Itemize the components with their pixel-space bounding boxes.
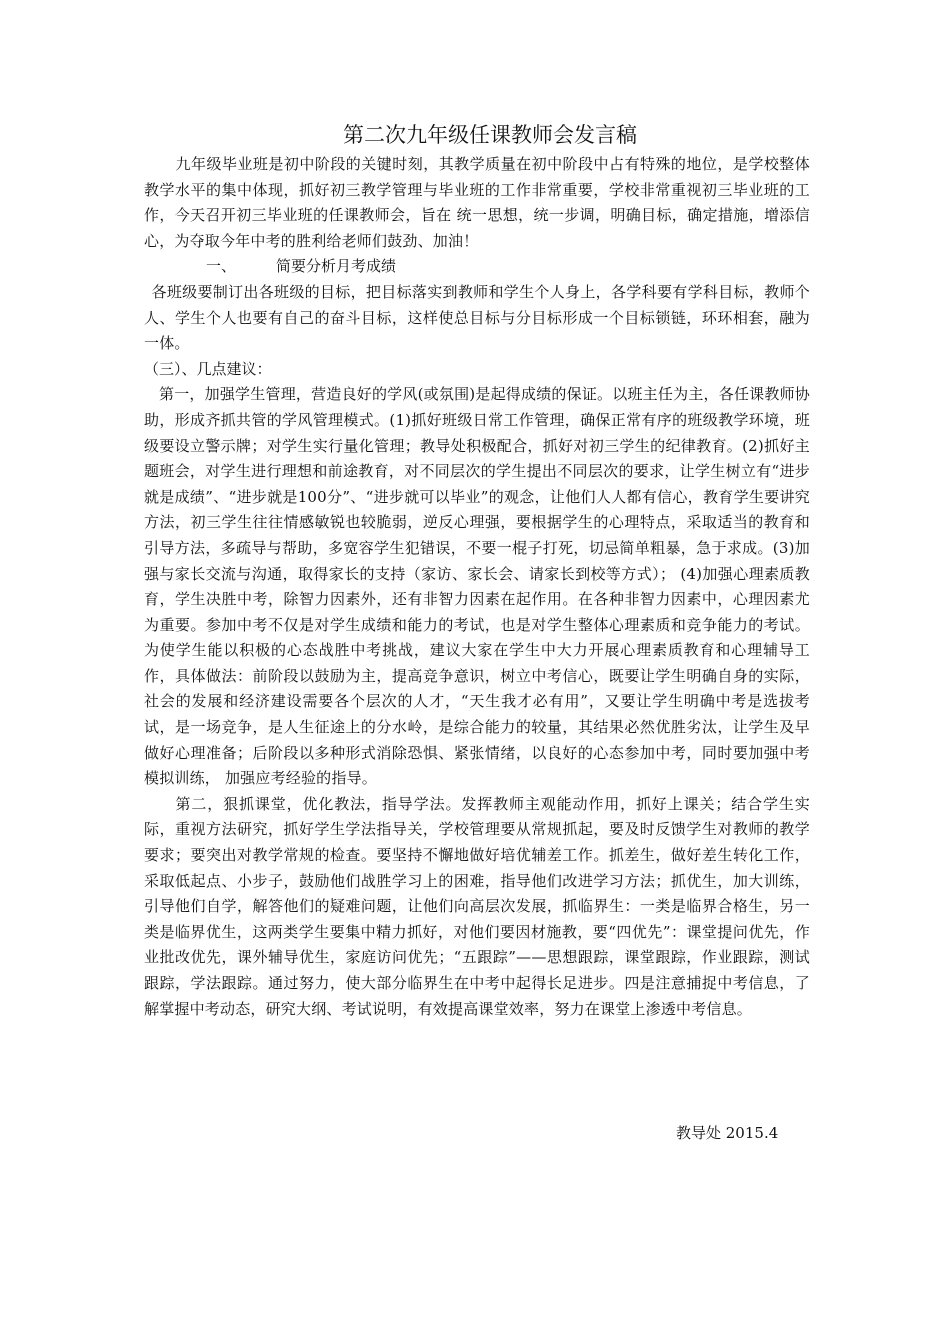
section-three-heading: （三）、几点建议： bbox=[144, 359, 272, 378]
document-body bbox=[144, 118, 810, 1022]
section-one-number: 一、 bbox=[206, 257, 237, 276]
point-two-paragraph: 第二，狠抓课堂，优化教法，指导学法。发挥教师主观能动作用，抓好上课关；结合学生实际，重视方法研究，抓好学生学法指导关，学校管理要从常规抓起，要及时反馈学生对教师的教学要求；要突出对教学常规的检查。要坚持不懈地做好培优辅差工作。抓差生，做好差生转化工作，采取低起点、小步子，鼓励他们战胜学习上的困难，指导他们改进学习方法；抓优生，加大训练，引导他们自学，解答他们的疑难问题，让他们向高层次发展，抓临界生：一类是临界合格生，另一类是临界优生，这两类学生要集中精力抓好，对他们要因材施教，要“四优先”：课堂提问优先，作业批改优先，课外辅导优生，家庭访问优先；“五跟踪”——思想跟踪，课堂跟踪，作业跟踪，测试跟踪，学法跟踪。通过努力，使大部分临界生在中考中起得长足进步。四是注意捕捉中考信息，了解掌握中考动态，研究大纲、考试说明，有效提高课堂效率，努力在课堂上渗透中考信息。 bbox=[144, 794, 810, 1018]
point-one-paragraph: 第一，加强学生管理，营造良好的学风(或氛围)是起得成绩的保证。以班主任为主，各任课教师协助，形成齐抓共管的学风管理模式。(1)抓好班级日常工作管理，确保正常有序的班级教学环境，班级要设立警示牌；对学生实行量化管理；教导处积极配合，抓好对初三学生的纪律教育。(2)抓好主题班会，对学生进行理想和前途教育，对不同层次的学生提出不同层次的要求，让学生树立有“进步就是成绩”、“进步就是100分”、“进步就可以毕业”的观念，让他们人人都有信心，教育学生要讲究方法，初三学生往往情感敏锐也较脆弱，逆反心理强，要根据学生的心理特点，采取适当的教育和引导方法，多疏导与帮助，多宽容学生犯错误，不要一棍子打死，切忌简单粗暴，急于求成。(3)加强与家长交流与沟通，取得家长的支持（家访、家长会、请家长到校等方式）； (4)加强心理素质教育，学生决胜中考，除智力因素外，还有非智力因素在起作用。在各种非智力因素中，心理因素尤为重要。参加中考不仅是对学生成绩和能力的考试，也是对学生整体心理素质和竞争能力的考试。为使学生能以积极的心态战胜中考挑战，建议大家在学生中大力开展心理素质教育和心理辅导工作，具体做法：前阶段以鼓励为主，提高竞争意识，树立中考信心，既要让学生明确自身的实际，社会的发展和经济建设需要各个层次的人才，“天生我才必有用”，又要让学生明确中考是选拔考试，是一场竞争，是人生征途上的分水岭，是综合能力的较量，其结果必然优胜劣汰，让学生及早做好心理准备；后阶段以多种形式消除恐惧、紧张情绪，以良好的心态参加中考，同时要加强中考模拟训练， 加强应考经验的指导。 bbox=[144, 385, 810, 788]
signature-line: 教导处 2015.4 bbox=[676, 1124, 779, 1142]
document-title: 第二次九年级任课教师会发言稿 bbox=[343, 123, 637, 147]
section-one-title: 简要分析月考成绩 bbox=[276, 257, 397, 276]
section-one-paragraph: 各班级要制订出各班级的目标，把目标落实到教师和学生个人身上，各学科要有学科目标，教师个人、学生个人也要有自己的奋斗目标，这样使总目标与分目标形成一个目标锁链，环环相套，融为一体。 bbox=[144, 282, 810, 353]
intro-paragraph: 九年级毕业班是初中阶段的关键时刻，其教学质量在初中阶段中占有特殊的地位，是学校整体教学水平的集中体现，抓好初三教学管理与毕业班的工作非常重要，学校非常重视初三毕业班的工作，今天召开初三毕业班的任课教师会，旨在 统一思想，统一步调，明确目标，确定措施，增添信心，为夺取今年中考的胜利给老师们鼓劲、加油！ bbox=[144, 155, 810, 250]
section-one-heading bbox=[144, 254, 810, 280]
